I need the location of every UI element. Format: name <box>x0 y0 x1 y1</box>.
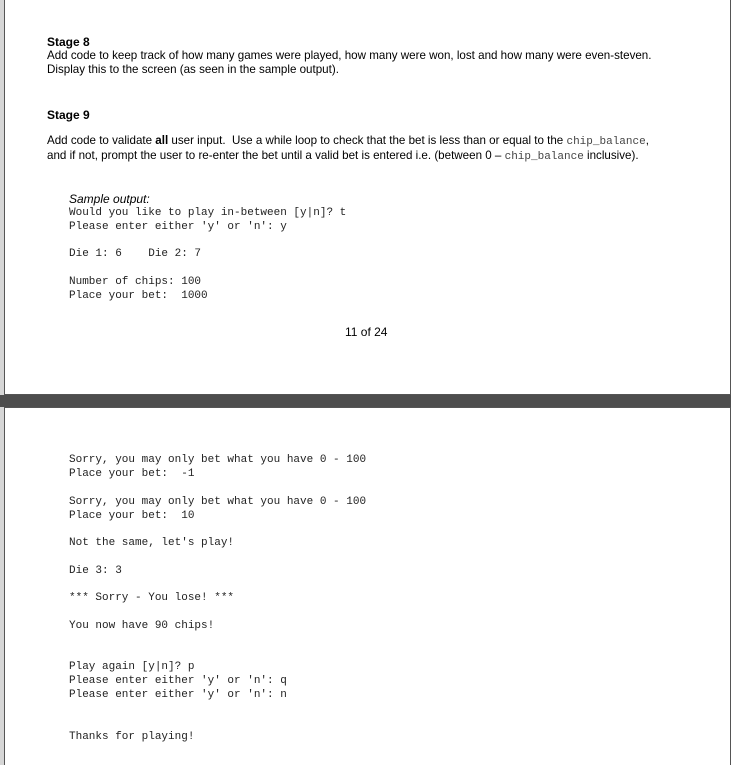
inline-code-chip-balance: chip_balance <box>504 151 584 163</box>
document-page-12 <box>4 407 731 765</box>
emphasis-all: all <box>155 134 169 147</box>
output-line: Would you like to play in-between [y|n]? t <box>69 207 347 219</box>
stage9-heading: Stage 9 <box>47 108 90 122</box>
stage8-heading: Stage 8 <box>47 35 90 49</box>
output-line: Please enter either 'y' or 'n': n <box>69 689 287 701</box>
page-separator <box>0 395 731 407</box>
output-line: Not the same, let's play! <box>69 537 235 549</box>
output-line: Thanks for playing! <box>69 731 195 743</box>
stage9-text-line2: and if not, prompt the user to re-enter the bet until a valid bet is entered i.e. (between 0 – chip_balance inclusive). <box>47 149 639 163</box>
output-line: Sorry, you may only bet what you have 0 - 100 <box>69 496 367 508</box>
output-line: Place your bet: 1000 <box>69 290 208 302</box>
inline-code-chip-balance: chip_balance <box>566 136 646 148</box>
output-line: Sorry, you may only bet what you have 0 - 100 <box>69 454 367 466</box>
output-line: Die 3: 3 <box>69 565 122 577</box>
output-line: Die 1: 6 Die 2: 7 <box>69 248 202 260</box>
output-line: Play again [y|n]? p <box>69 661 195 673</box>
output-line: *** Sorry - You lose! *** <box>69 592 235 604</box>
output-line: Please enter either 'y' or 'n': q <box>69 675 287 687</box>
page-number: 11 of 24 <box>345 325 388 339</box>
stage9-text-line1: Add code to validate all user input. Use a while loop to check that the bet is less than or equal to the chip_balance, <box>47 134 649 148</box>
output-line: Number of chips: 100 <box>69 276 202 288</box>
output-line: You now have 90 chips! <box>69 620 215 632</box>
stage8-text-line1: Add code to keep track of how many games were played, how many were won, lost and how many were even-steven. <box>47 49 652 62</box>
output-line: Please enter either 'y' or 'n': y <box>69 221 287 233</box>
sample-output-label: Sample output: <box>69 192 150 206</box>
stage8-text-line2: Display this to the screen (as seen in the sample output). <box>47 63 339 76</box>
output-line: Place your bet: 10 <box>69 510 195 522</box>
output-line: Place your bet: -1 <box>69 468 195 480</box>
document-page-11 <box>4 0 731 395</box>
